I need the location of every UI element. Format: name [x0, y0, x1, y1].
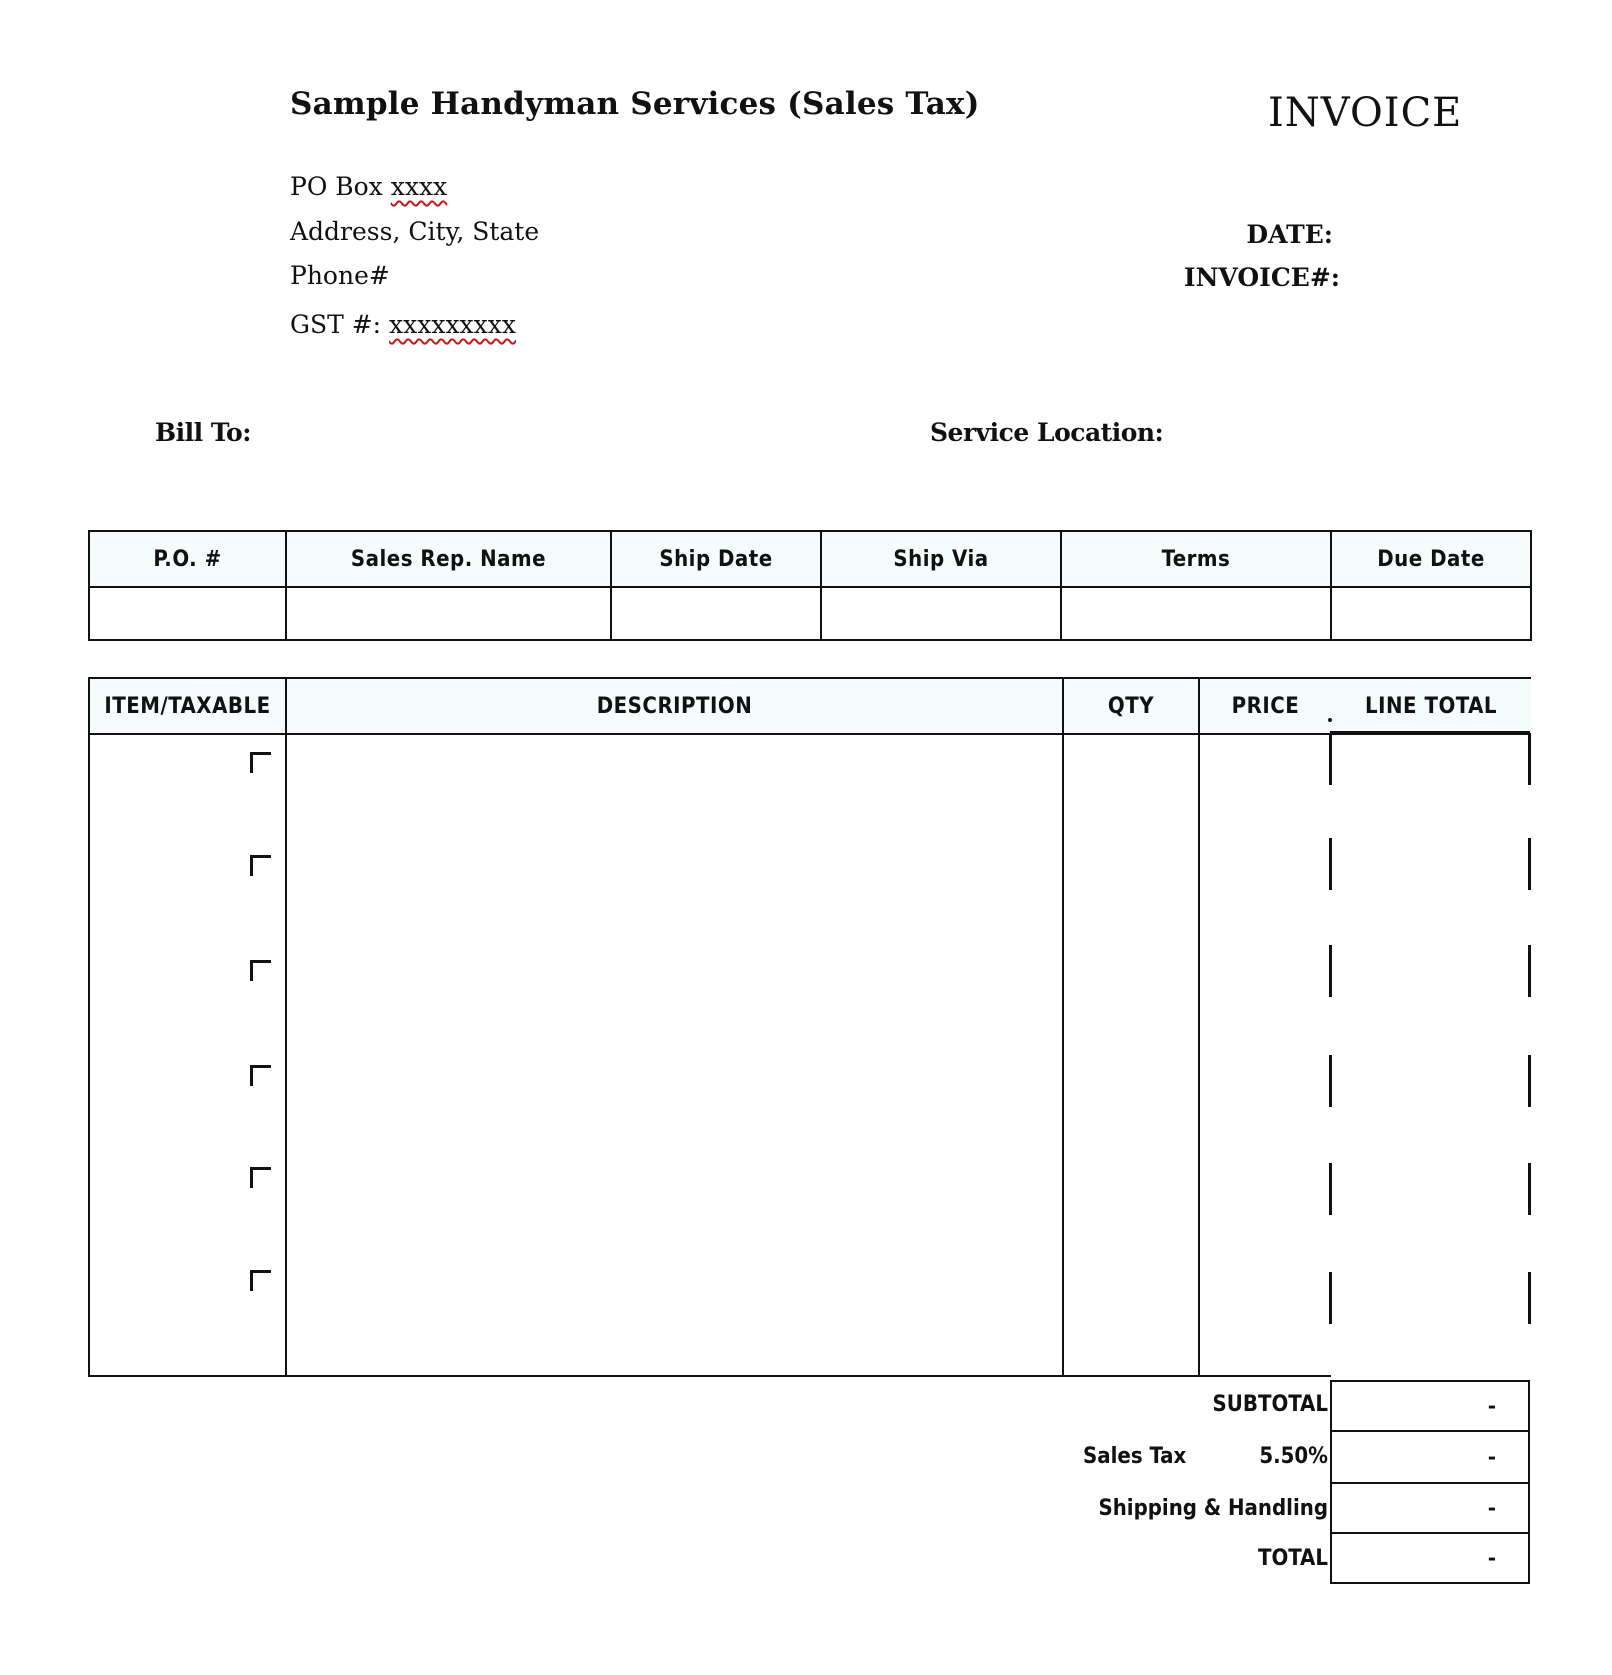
column-header-sales-rep: Sales Rep. Name — [286, 531, 611, 587]
ship-date-cell[interactable] — [611, 587, 821, 640]
dash-left-2 — [1329, 838, 1332, 890]
sales-tax-label: Sales Tax — [1083, 1444, 1187, 1469]
line-items-body — [89, 734, 1531, 1376]
line-total-column[interactable] — [1331, 734, 1531, 1376]
dash-left-4 — [1329, 1055, 1332, 1107]
subtotal-box[interactable] — [1330, 1380, 1530, 1432]
dash-left-5 — [1329, 1163, 1332, 1215]
dash-left-1 — [1329, 733, 1332, 785]
shipping-handling-value: - — [1487, 1496, 1496, 1520]
column-header-qty: QTY — [1063, 678, 1199, 734]
po-number-cell[interactable] — [89, 587, 286, 640]
dash-right-2 — [1528, 838, 1531, 890]
document-title: INVOICE — [1268, 90, 1463, 136]
ship-via-cell[interactable] — [821, 587, 1061, 640]
po-box-value[interactable]: xxxx — [390, 172, 448, 201]
po-box-label: PO Box — [290, 172, 383, 201]
date-label: DATE: — [1246, 220, 1333, 249]
total-value: - — [1487, 1546, 1496, 1570]
dash-right-6 — [1528, 1272, 1531, 1324]
shipping-handling-label: Shipping & Handling — [1098, 1496, 1328, 1521]
dash-right-5 — [1528, 1163, 1531, 1215]
gst-label: GST #: — [290, 310, 382, 339]
dash-left-3 — [1329, 945, 1332, 997]
invoice-number-label: INVOICE#: — [1183, 263, 1340, 292]
phone-label: Phone# — [290, 261, 390, 290]
total-label: TOTAL — [1257, 1546, 1328, 1571]
order-info-table — [88, 530, 1532, 641]
header-separator-dot — [1328, 718, 1332, 722]
item-taxable-column — [89, 734, 286, 1376]
line-items-header-row — [89, 678, 1531, 734]
terms-cell[interactable] — [1061, 587, 1331, 640]
description-column[interactable] — [286, 734, 1063, 1376]
sales-tax-value: - — [1487, 1445, 1496, 1469]
sales-tax-box[interactable] — [1330, 1430, 1530, 1484]
order-info-row — [89, 587, 1531, 640]
total-box[interactable] — [1330, 1532, 1530, 1584]
column-header-price: PRICE — [1199, 678, 1331, 734]
taxable-checkbox-5[interactable] — [250, 1167, 271, 1188]
taxable-checkbox-6[interactable] — [250, 1270, 271, 1291]
line-items-section — [88, 677, 1530, 1380]
column-header-ship-via: Ship Via — [821, 531, 1061, 587]
taxable-checkbox-1[interactable] — [250, 752, 271, 773]
order-info-header-row — [89, 531, 1531, 587]
column-header-description: DESCRIPTION — [286, 678, 1063, 734]
taxable-checkbox-3[interactable] — [250, 960, 271, 981]
shipping-handling-box[interactable] — [1330, 1482, 1530, 1534]
po-box-line — [290, 172, 447, 201]
sales-rep-cell[interactable] — [286, 587, 611, 640]
column-header-due-date: Due Date — [1331, 531, 1531, 587]
dash-right-1 — [1528, 733, 1531, 785]
taxable-checkbox-4[interactable] — [250, 1065, 271, 1086]
column-header-po-number: P.O. # — [89, 531, 286, 587]
column-header-item-taxable: ITEM/TAXABLE — [89, 678, 286, 734]
subtotal-label: SUBTOTAL — [1212, 1392, 1328, 1417]
due-date-cell[interactable] — [1331, 587, 1531, 640]
gst-value[interactable]: xxxxxxxxx — [389, 310, 516, 339]
line-total-top-border — [1330, 731, 1530, 734]
bill-to-label: Bill To: — [155, 418, 251, 447]
gst-line — [290, 310, 516, 339]
address-line: Address, City, State — [290, 217, 540, 246]
price-column[interactable] — [1199, 734, 1331, 1376]
subtotal-value: - — [1487, 1394, 1496, 1418]
line-items-table — [88, 677, 1531, 1377]
qty-column[interactable] — [1063, 734, 1199, 1376]
column-header-line-total: LINE TOTAL — [1331, 678, 1531, 734]
dash-left-6 — [1329, 1272, 1332, 1324]
dash-right-3 — [1528, 945, 1531, 997]
service-location-label: Service Location: — [930, 418, 1164, 447]
company-name: Sample Handyman Services (Sales Tax) — [290, 86, 980, 122]
dash-right-4 — [1528, 1055, 1531, 1107]
taxable-checkbox-2[interactable] — [250, 855, 271, 876]
column-header-ship-date: Ship Date — [611, 531, 821, 587]
sales-tax-rate[interactable]: 5.50% — [1259, 1444, 1328, 1469]
column-header-terms: Terms — [1061, 531, 1331, 587]
